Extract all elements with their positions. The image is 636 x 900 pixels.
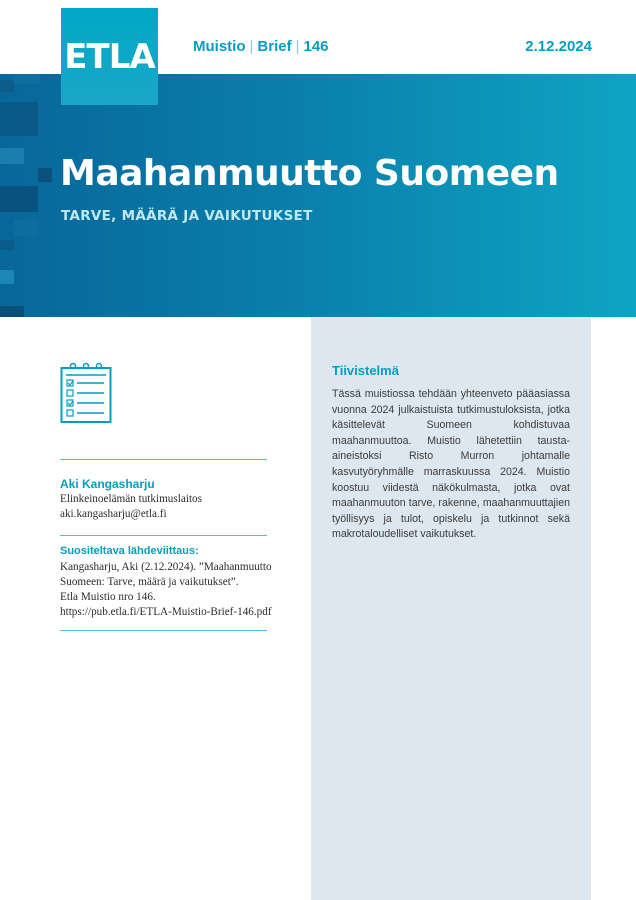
pixel-decoration [0, 186, 38, 212]
citation-text [60, 560, 275, 620]
divider [60, 630, 267, 631]
summary-panel [311, 317, 591, 900]
series-name: Muistio [193, 38, 246, 55]
publication-date: 2.12.2024 [525, 38, 592, 55]
pixel-decoration [14, 74, 40, 84]
author-email[interactable]: aki.kangasharju@etla.fi [60, 508, 167, 520]
pixel-decoration [38, 168, 52, 182]
pixel-decoration [14, 220, 38, 236]
series-number: 146 [303, 38, 329, 55]
pixel-decoration [0, 102, 38, 136]
series-separator: | [249, 38, 254, 55]
title-banner [0, 74, 636, 317]
pixel-decoration [0, 306, 24, 317]
logo-text: ETLA [64, 36, 155, 77]
citation-heading: Suositeltava lähdeviittaus: [60, 545, 199, 557]
divider [60, 535, 267, 536]
citation-url[interactable]: https://pub.etla.fi/ETLA-Muistio-Brief-146.pdf [60, 606, 272, 618]
author-name: Aki Kangasharju [60, 477, 155, 491]
pixel-decoration [0, 270, 14, 284]
divider [60, 459, 267, 460]
series-label [193, 38, 329, 55]
series-name-en: Brief [257, 38, 292, 55]
document-subtitle: TARVE, MÄÄRÄ JA VAIKUTUKSET [61, 208, 313, 224]
etla-logo [61, 8, 158, 105]
pixel-decoration [0, 240, 14, 250]
citation-line: Etla Muistio nro 146. [60, 591, 156, 603]
series-separator-2: | [295, 38, 300, 55]
pixel-decoration [0, 80, 14, 92]
citation-line: Kangasharju, Aki (2.12.2024). ”Maahanmuutto [60, 561, 272, 573]
checklist-clipboard-icon [60, 362, 112, 424]
citation-line: Suomeen: Tarve, määrä ja vaikutukset”. [60, 576, 239, 588]
pixel-decoration [0, 148, 24, 164]
summary-text: Tässä muistiossa tehdään yhteenveto pääasiassa vuonna 2024 julkaistuista tutkimustuloksista, jotka käsittelevät Suomeen kohdistuvaa maahanmuuttoa. Muistio lähetettiin tausta-aineistoksi Risto Murron johtamalle kasvutyöryhmälle marraskuussa 2024. Muistio koostuu viidestä näkökulmasta, jotka ovat maahanmuuton tarve, rakenne, maahanmuuttajien työllisyys ja tulot, opiskelu ja tutkinnot sekä makrotaloudelliset vaikutukset. [332, 388, 570, 541]
summary-heading: Tiivistelmä [332, 363, 399, 378]
document-title: Maahanmuutto Suomeen [60, 153, 559, 194]
author-organization: Elinkeinoelämän tutkimuslaitos [60, 493, 202, 505]
